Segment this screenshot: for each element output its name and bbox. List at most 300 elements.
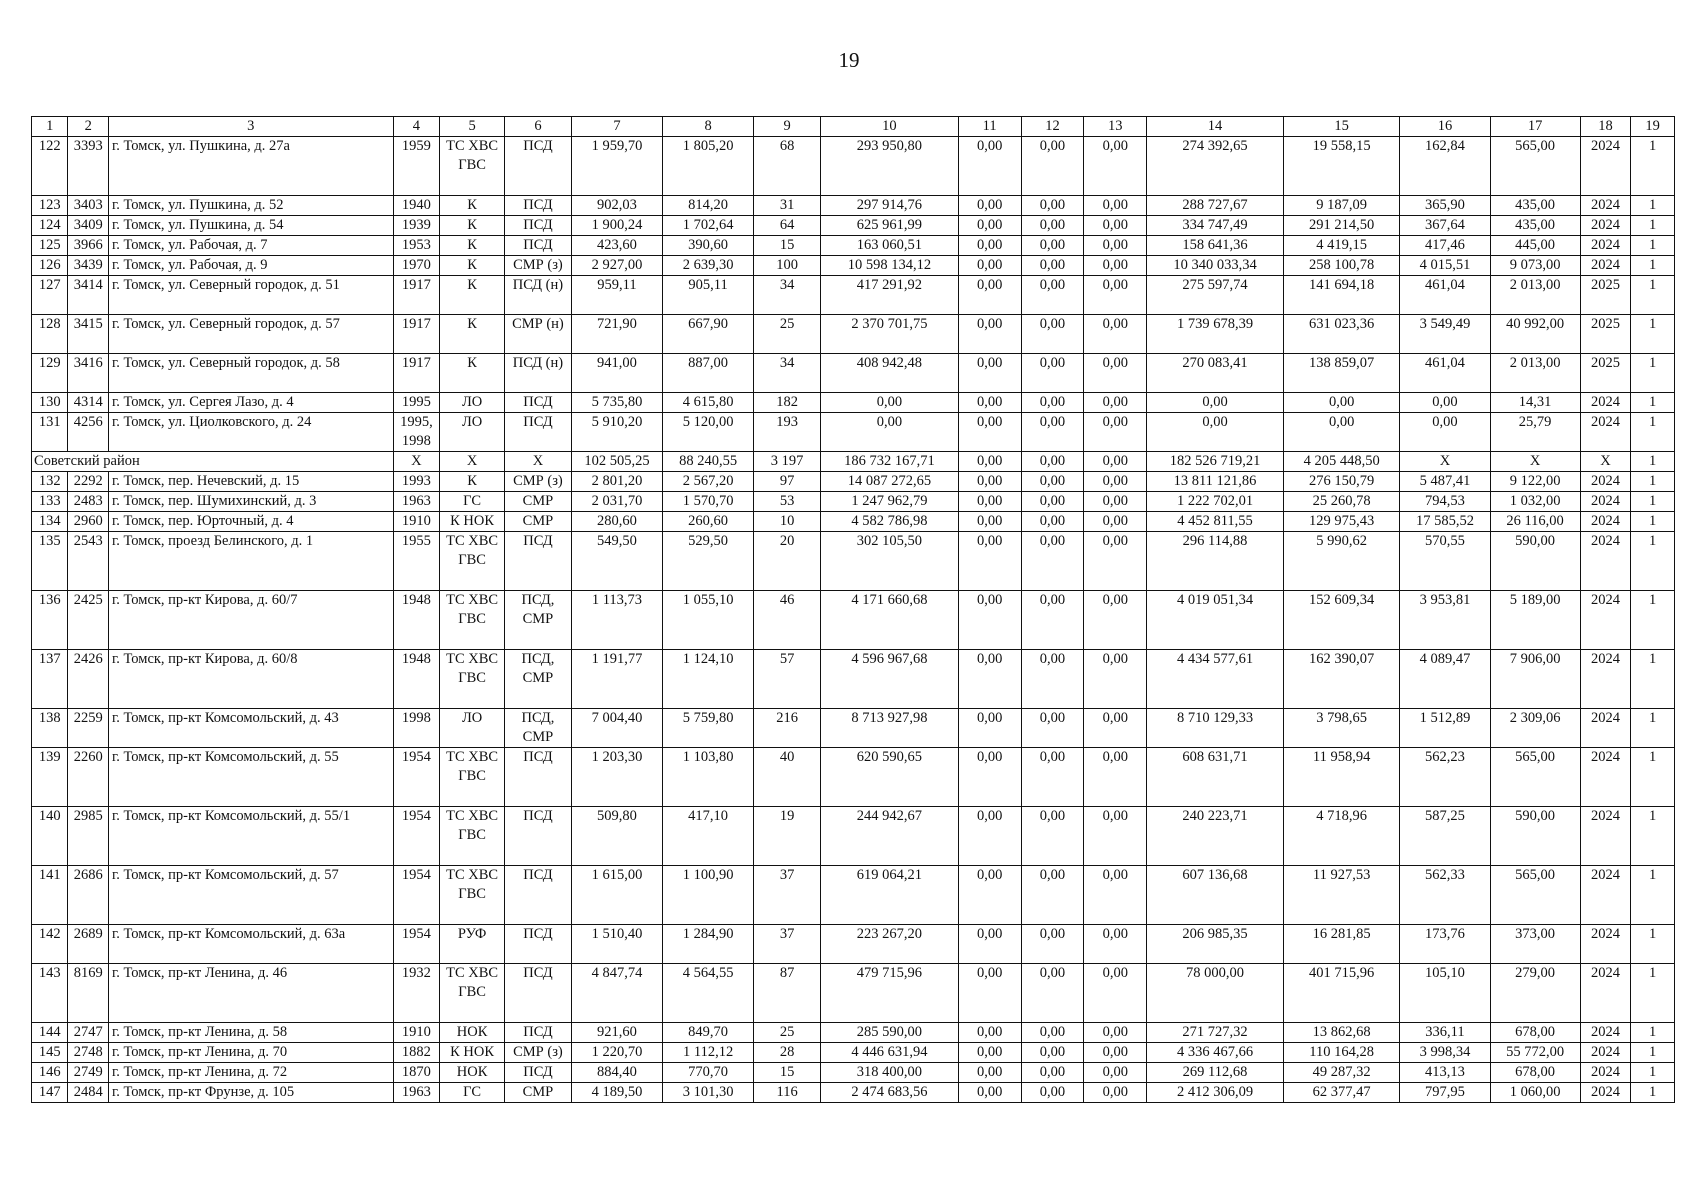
table-cell: 10 — [754, 512, 821, 532]
table-cell: 1 — [1631, 964, 1675, 1023]
table-cell: ПСД — [505, 925, 572, 964]
table-cell: ПСД — [505, 1023, 572, 1043]
table-cell: 1882 — [393, 1043, 440, 1063]
table-cell: 1 203,30 — [571, 748, 662, 807]
table-cell: ТС ХВС ГВС — [440, 807, 505, 866]
table-cell: 2024 — [1580, 216, 1631, 236]
table-cell: г. Томск, ул. Пушкина, д. 52 — [108, 196, 393, 216]
table-cell: 0,00 — [958, 532, 1021, 591]
table-row — [32, 315, 1675, 354]
table-cell: ТС ХВС ГВС — [440, 964, 505, 1023]
table-cell: 240 223,71 — [1147, 807, 1284, 866]
table-cell: 285 590,00 — [821, 1023, 959, 1043]
table-cell: 0,00 — [1400, 393, 1490, 413]
table-cell: 122 — [32, 137, 68, 196]
table-cell: 1 — [1631, 512, 1675, 532]
table-cell: 3414 — [68, 276, 109, 315]
table-cell: 1995, 1998 — [393, 413, 440, 452]
table-cell: 0,00 — [1084, 925, 1147, 964]
table-cell: 1 — [1631, 925, 1675, 964]
table-cell: 10 340 033,34 — [1147, 256, 1284, 276]
table-cell: 19 — [754, 807, 821, 866]
table-cell: 135 — [32, 532, 68, 591]
table-cell: ПСД — [505, 137, 572, 196]
table-cell: 905,11 — [663, 276, 754, 315]
table-cell: 0,00 — [1084, 807, 1147, 866]
table-cell: 0,00 — [1021, 532, 1084, 591]
table-cell: 97 — [754, 472, 821, 492]
table-cell: 162 390,07 — [1283, 650, 1399, 709]
table-cell: 0,00 — [1021, 216, 1084, 236]
table-cell: г. Томск, ул. Рабочая, д. 9 — [108, 256, 393, 276]
table-cell: 193 — [754, 413, 821, 452]
table-cell: ПСД — [505, 1063, 572, 1083]
table-cell: 794,53 — [1400, 492, 1490, 512]
table-row — [32, 413, 1675, 452]
table-cell: 0,00 — [1021, 256, 1084, 276]
table-cell: 2024 — [1580, 1023, 1631, 1043]
table-row — [32, 1023, 1675, 1043]
table-cell: ПСД — [505, 393, 572, 413]
table-row — [32, 591, 1675, 650]
table-cell: г. Томск, пр-кт Комсомольский, д. 63а — [108, 925, 393, 964]
table-cell: 31 — [754, 196, 821, 216]
table-cell: 2543 — [68, 532, 109, 591]
table-cell: г. Томск, пер. Юрточный, д. 4 — [108, 512, 393, 532]
table-cell: 2024 — [1580, 512, 1631, 532]
table-cell: 13 862,68 — [1283, 1023, 1399, 1043]
table-cell: 1 247 962,79 — [821, 492, 959, 512]
table-cell: 162,84 — [1400, 137, 1490, 196]
table-cell: 0,00 — [1021, 591, 1084, 650]
table-cell: 2259 — [68, 709, 109, 748]
table-cell: Х — [1490, 452, 1580, 472]
table-cell: 15 — [754, 236, 821, 256]
table-cell: 1 — [1631, 532, 1675, 591]
table-cell: 0,00 — [1400, 413, 1490, 452]
table-cell: г. Томск, пр-кт Комсомольский, д. 55/1 — [108, 807, 393, 866]
table-cell: 2689 — [68, 925, 109, 964]
column-number-header: 3 — [108, 117, 393, 137]
table-cell: 3966 — [68, 236, 109, 256]
table-row — [32, 492, 1675, 512]
table-cell: 1 — [1631, 492, 1675, 512]
table-cell: 258 100,78 — [1283, 256, 1399, 276]
table-cell: 0,00 — [1021, 1063, 1084, 1083]
table-cell: НОК — [440, 1023, 505, 1043]
table-cell: 275 597,74 — [1147, 276, 1284, 315]
table-cell: 3439 — [68, 256, 109, 276]
table-cell: 2024 — [1580, 925, 1631, 964]
table-cell: 2024 — [1580, 393, 1631, 413]
table-cell: 0,00 — [1021, 650, 1084, 709]
table-cell: ПСД (н) — [505, 276, 572, 315]
table-cell: 49 287,32 — [1283, 1063, 1399, 1083]
table-cell: 1 — [1631, 137, 1675, 196]
table-cell: 40 — [754, 748, 821, 807]
table-cell: 1 — [1631, 413, 1675, 452]
table-cell: 5 487,41 — [1400, 472, 1490, 492]
table-cell: 565,00 — [1490, 866, 1580, 925]
table-cell: 25 — [754, 315, 821, 354]
table-cell: 7 004,40 — [571, 709, 662, 748]
table-cell: 138 859,07 — [1283, 354, 1399, 393]
column-number-header: 7 — [571, 117, 662, 137]
table-cell: 17 585,52 — [1400, 512, 1490, 532]
table-cell: 565,00 — [1490, 137, 1580, 196]
table-cell: 2749 — [68, 1063, 109, 1083]
table-cell: 2 639,30 — [663, 256, 754, 276]
table-cell: 2024 — [1580, 492, 1631, 512]
table-cell: 0,00 — [1021, 315, 1084, 354]
table-cell: 1 — [1631, 709, 1675, 748]
table-cell: К — [440, 216, 505, 236]
table-cell: 4256 — [68, 413, 109, 452]
table-cell: 1 — [1631, 354, 1675, 393]
table-cell: 2960 — [68, 512, 109, 532]
table-cell: 625 961,99 — [821, 216, 959, 236]
table-cell: 146 — [32, 1063, 68, 1083]
table-cell: 902,03 — [571, 196, 662, 216]
table-cell: 2 801,20 — [571, 472, 662, 492]
table-cell: 884,40 — [571, 1063, 662, 1083]
table-cell: ПСД — [505, 216, 572, 236]
table-cell: 269 112,68 — [1147, 1063, 1284, 1083]
table-cell: 2 031,70 — [571, 492, 662, 512]
table-cell: г. Томск, ул. Циолковского, д. 24 — [108, 413, 393, 452]
table-cell: 8 713 927,98 — [821, 709, 959, 748]
table-cell: 1 570,70 — [663, 492, 754, 512]
table-cell: 565,00 — [1490, 748, 1580, 807]
table-cell: 2025 — [1580, 315, 1631, 354]
table-cell: 11 927,53 — [1283, 866, 1399, 925]
table-cell: 129 — [32, 354, 68, 393]
table-cell: 529,50 — [663, 532, 754, 591]
table-cell: 0,00 — [1021, 748, 1084, 807]
table-cell: 0,00 — [1084, 354, 1147, 393]
table-cell: 1948 — [393, 591, 440, 650]
table-cell: К — [440, 354, 505, 393]
table-cell: 4 171 660,68 — [821, 591, 959, 650]
table-cell: 11 958,94 — [1283, 748, 1399, 807]
table-row — [32, 512, 1675, 532]
table-cell: 0,00 — [1084, 709, 1147, 748]
table-cell: 4 847,74 — [571, 964, 662, 1023]
table-cell: 46 — [754, 591, 821, 650]
table-cell: 3 953,81 — [1400, 591, 1490, 650]
table-cell: 336,11 — [1400, 1023, 1490, 1043]
table-cell: 0,00 — [1021, 512, 1084, 532]
table-cell: 0,00 — [958, 413, 1021, 452]
table-cell: 2024 — [1580, 1063, 1631, 1083]
table-cell: 274 392,65 — [1147, 137, 1284, 196]
table-cell: 0,00 — [958, 512, 1021, 532]
table-cell: 2260 — [68, 748, 109, 807]
table-cell: 417,46 — [1400, 236, 1490, 256]
table-cell: 141 694,18 — [1283, 276, 1399, 315]
table-cell: 4 205 448,50 — [1283, 452, 1399, 472]
table-cell: 68 — [754, 137, 821, 196]
table-cell: 64 — [754, 216, 821, 236]
table-row — [32, 196, 1675, 216]
table-cell: ЛО — [440, 393, 505, 413]
table-cell: 9 073,00 — [1490, 256, 1580, 276]
column-number-header: 5 — [440, 117, 505, 137]
table-cell: 13 811 121,86 — [1147, 472, 1284, 492]
table-cell: 435,00 — [1490, 196, 1580, 216]
table-cell: 2024 — [1580, 1083, 1631, 1103]
table-cell: НОК — [440, 1063, 505, 1083]
table-cell: 0,00 — [958, 650, 1021, 709]
table-cell: 126 — [32, 256, 68, 276]
table-cell: 1 — [1631, 591, 1675, 650]
table-cell: 4 615,80 — [663, 393, 754, 413]
table-cell: 10 598 134,12 — [821, 256, 959, 276]
table-cell: 297 914,76 — [821, 196, 959, 216]
table-cell: 182 — [754, 393, 821, 413]
table-cell: ТС ХВС ГВС — [440, 650, 505, 709]
table-cell: 365,90 — [1400, 196, 1490, 216]
table-cell: 2 927,00 — [571, 256, 662, 276]
table-cell: 0,00 — [1084, 1083, 1147, 1103]
table-cell: 0,00 — [958, 925, 1021, 964]
table-cell: 1995 — [393, 393, 440, 413]
table-cell: 270 083,41 — [1147, 354, 1284, 393]
district-summary-row — [32, 452, 1675, 472]
table-cell: 562,23 — [1400, 748, 1490, 807]
table-cell: 4 446 631,94 — [821, 1043, 959, 1063]
table-cell: 2686 — [68, 866, 109, 925]
table-cell: 4 336 467,66 — [1147, 1043, 1284, 1063]
table-cell: 2292 — [68, 472, 109, 492]
table-cell: 2024 — [1580, 709, 1631, 748]
table-cell: 1870 — [393, 1063, 440, 1083]
table-cell: 152 609,34 — [1283, 591, 1399, 650]
table-cell: 3 101,30 — [663, 1083, 754, 1103]
table-cell: 223 267,20 — [821, 925, 959, 964]
table-cell: г. Томск, пр-кт Ленина, д. 58 — [108, 1023, 393, 1043]
table-cell: 1 060,00 — [1490, 1083, 1580, 1103]
table-cell: 549,50 — [571, 532, 662, 591]
table-cell: 37 — [754, 866, 821, 925]
table-cell: 562,33 — [1400, 866, 1490, 925]
table-cell: ПСД — [505, 196, 572, 216]
table-cell: 2024 — [1580, 650, 1631, 709]
table-cell: 133 — [32, 492, 68, 512]
table-cell: 1917 — [393, 354, 440, 393]
table-cell: 0,00 — [958, 1063, 1021, 1083]
table-cell: 0,00 — [958, 216, 1021, 236]
table-cell: 1 112,12 — [663, 1043, 754, 1063]
table-cell: 0,00 — [958, 256, 1021, 276]
table-cell: 102 505,25 — [571, 452, 662, 472]
table-cell: 3 549,49 — [1400, 315, 1490, 354]
table-cell: 8169 — [68, 964, 109, 1023]
table-cell: 4 189,50 — [571, 1083, 662, 1103]
table-cell: г. Томск, ул. Рабочая, д. 7 — [108, 236, 393, 256]
table-cell: 2024 — [1580, 472, 1631, 492]
table-cell: 0,00 — [821, 413, 959, 452]
table-cell: 941,00 — [571, 354, 662, 393]
table-cell: 206 985,35 — [1147, 925, 1284, 964]
table-cell: 19 558,15 — [1283, 137, 1399, 196]
table-cell: 631 023,36 — [1283, 315, 1399, 354]
table-cell: 3 998,34 — [1400, 1043, 1490, 1063]
table-cell: 25 — [754, 1023, 821, 1043]
table-cell: ПСД — [505, 866, 572, 925]
table-cell: 1910 — [393, 1023, 440, 1043]
table-cell: 461,04 — [1400, 276, 1490, 315]
table-cell: 1 959,70 — [571, 137, 662, 196]
table-cell: 1 100,90 — [663, 866, 754, 925]
table-cell: 1954 — [393, 748, 440, 807]
table-cell: 607 136,68 — [1147, 866, 1284, 925]
table-cell: 2024 — [1580, 137, 1631, 196]
column-number-header: 18 — [1580, 117, 1631, 137]
table-cell: 1 191,77 — [571, 650, 662, 709]
table-cell: 608 631,71 — [1147, 748, 1284, 807]
table-cell: 0,00 — [1283, 393, 1399, 413]
table-cell: К — [440, 276, 505, 315]
table-cell: 124 — [32, 216, 68, 236]
table-cell: ТС ХВС ГВС — [440, 591, 505, 650]
table-cell: 125 — [32, 236, 68, 256]
table-cell: г. Томск, пр-кт Кирова, д. 60/8 — [108, 650, 393, 709]
table-cell: К — [440, 472, 505, 492]
table-cell: Х — [393, 452, 440, 472]
table-cell: 4 596 967,68 — [821, 650, 959, 709]
column-number-header: 15 — [1283, 117, 1399, 137]
column-number-header: 16 — [1400, 117, 1490, 137]
register-table — [31, 116, 1675, 1103]
table-cell: 413,13 — [1400, 1063, 1490, 1083]
table-cell: 57 — [754, 650, 821, 709]
table-cell: 0,00 — [1021, 866, 1084, 925]
table-cell: ТС ХВС ГВС — [440, 748, 505, 807]
table-cell: 0,00 — [1084, 1063, 1147, 1083]
table-cell: 770,70 — [663, 1063, 754, 1083]
table-cell: 5 735,80 — [571, 393, 662, 413]
table-cell: г. Томск, ул. Северный городок, д. 57 — [108, 315, 393, 354]
table-cell: 158 641,36 — [1147, 236, 1284, 256]
table-cell: 2025 — [1580, 354, 1631, 393]
table-cell: 4 015,51 — [1400, 256, 1490, 276]
table-cell: 390,60 — [663, 236, 754, 256]
table-row — [32, 748, 1675, 807]
table-cell: 1953 — [393, 236, 440, 256]
table-cell: 288 727,67 — [1147, 196, 1284, 216]
table-cell: СМР (з) — [505, 1043, 572, 1063]
table-cell: 1 615,00 — [571, 866, 662, 925]
table-cell: 1917 — [393, 276, 440, 315]
table-cell: г. Томск, пр-кт Ленина, д. 72 — [108, 1063, 393, 1083]
table-cell: 1 222 702,01 — [1147, 492, 1284, 512]
column-number-header: 8 — [663, 117, 754, 137]
table-cell: 4 582 786,98 — [821, 512, 959, 532]
table-cell: г. Томск, ул. Сергея Лазо, д. 4 — [108, 393, 393, 413]
table-cell: 0,00 — [1084, 492, 1147, 512]
table-cell: 1910 — [393, 512, 440, 532]
table-cell: г. Томск, пер. Шумихинский, д. 3 — [108, 492, 393, 512]
table-cell: ГС — [440, 1083, 505, 1103]
table-row — [32, 1063, 1675, 1083]
table-cell: ПСД — [505, 807, 572, 866]
table-cell: 25 260,78 — [1283, 492, 1399, 512]
table-cell: 678,00 — [1490, 1063, 1580, 1083]
table-cell: 26 116,00 — [1490, 512, 1580, 532]
table-row — [32, 925, 1675, 964]
table-cell: 417 291,92 — [821, 276, 959, 315]
table-cell: г. Томск, ул. Северный городок, д. 58 — [108, 354, 393, 393]
table-cell: 4 434 577,61 — [1147, 650, 1284, 709]
table-cell: 1954 — [393, 925, 440, 964]
table-cell: 3 798,65 — [1283, 709, 1399, 748]
table-cell: 2 309,06 — [1490, 709, 1580, 748]
table-cell: 0,00 — [1021, 472, 1084, 492]
table-cell: 296 114,88 — [1147, 532, 1284, 591]
table-cell: 0,00 — [1021, 709, 1084, 748]
table-cell: 132 — [32, 472, 68, 492]
table-cell: 0,00 — [958, 709, 1021, 748]
table-cell: 2985 — [68, 807, 109, 866]
table-row — [32, 393, 1675, 413]
table-cell: 1 739 678,39 — [1147, 315, 1284, 354]
table-cell: 1 — [1631, 650, 1675, 709]
table-cell: 2 370 701,75 — [821, 315, 959, 354]
table-cell: 1 — [1631, 1043, 1675, 1063]
table-cell: 2 013,00 — [1490, 354, 1580, 393]
table-cell: 2024 — [1580, 532, 1631, 591]
table-cell: 3393 — [68, 137, 109, 196]
table-cell: г. Томск, пр-кт Фрунзе, д. 105 — [108, 1083, 393, 1103]
table-cell: 1 124,10 — [663, 650, 754, 709]
table-cell: 619 064,21 — [821, 866, 959, 925]
table-cell: 1 055,10 — [663, 591, 754, 650]
table-cell: 147 — [32, 1083, 68, 1103]
table-cell: Х — [1580, 452, 1631, 472]
table-cell: 1998 — [393, 709, 440, 748]
table-cell: 0,00 — [1084, 1043, 1147, 1063]
table-cell: 144 — [32, 1023, 68, 1043]
table-cell: 1963 — [393, 1083, 440, 1103]
table-row — [32, 650, 1675, 709]
table-cell: 0,00 — [1084, 472, 1147, 492]
table-cell: 417,10 — [663, 807, 754, 866]
table-cell: ПСД — [505, 748, 572, 807]
table-cell: 401 715,96 — [1283, 964, 1399, 1023]
table-cell: 334 747,49 — [1147, 216, 1284, 236]
table-cell: 0,00 — [1021, 276, 1084, 315]
column-number-header: 17 — [1490, 117, 1580, 137]
table-cell: 1939 — [393, 216, 440, 236]
table-cell: 1 — [1631, 1083, 1675, 1103]
table-cell: 34 — [754, 276, 821, 315]
table-cell: ТС ХВС ГВС — [440, 137, 505, 196]
table-cell: 260,60 — [663, 512, 754, 532]
table-cell: 408 942,48 — [821, 354, 959, 393]
table-cell: г. Томск, пр-кт Комсомольский, д. 55 — [108, 748, 393, 807]
table-cell: 0,00 — [958, 354, 1021, 393]
table-cell: г. Томск, пер. Нечевский, д. 15 — [108, 472, 393, 492]
table-cell: 244 942,67 — [821, 807, 959, 866]
table-cell: 14,31 — [1490, 393, 1580, 413]
table-cell: 423,60 — [571, 236, 662, 256]
table-cell: 479 715,96 — [821, 964, 959, 1023]
table-cell: ТС ХВС ГВС — [440, 866, 505, 925]
table-cell: 0,00 — [1021, 137, 1084, 196]
table-cell: 721,90 — [571, 315, 662, 354]
table-cell: 3415 — [68, 315, 109, 354]
